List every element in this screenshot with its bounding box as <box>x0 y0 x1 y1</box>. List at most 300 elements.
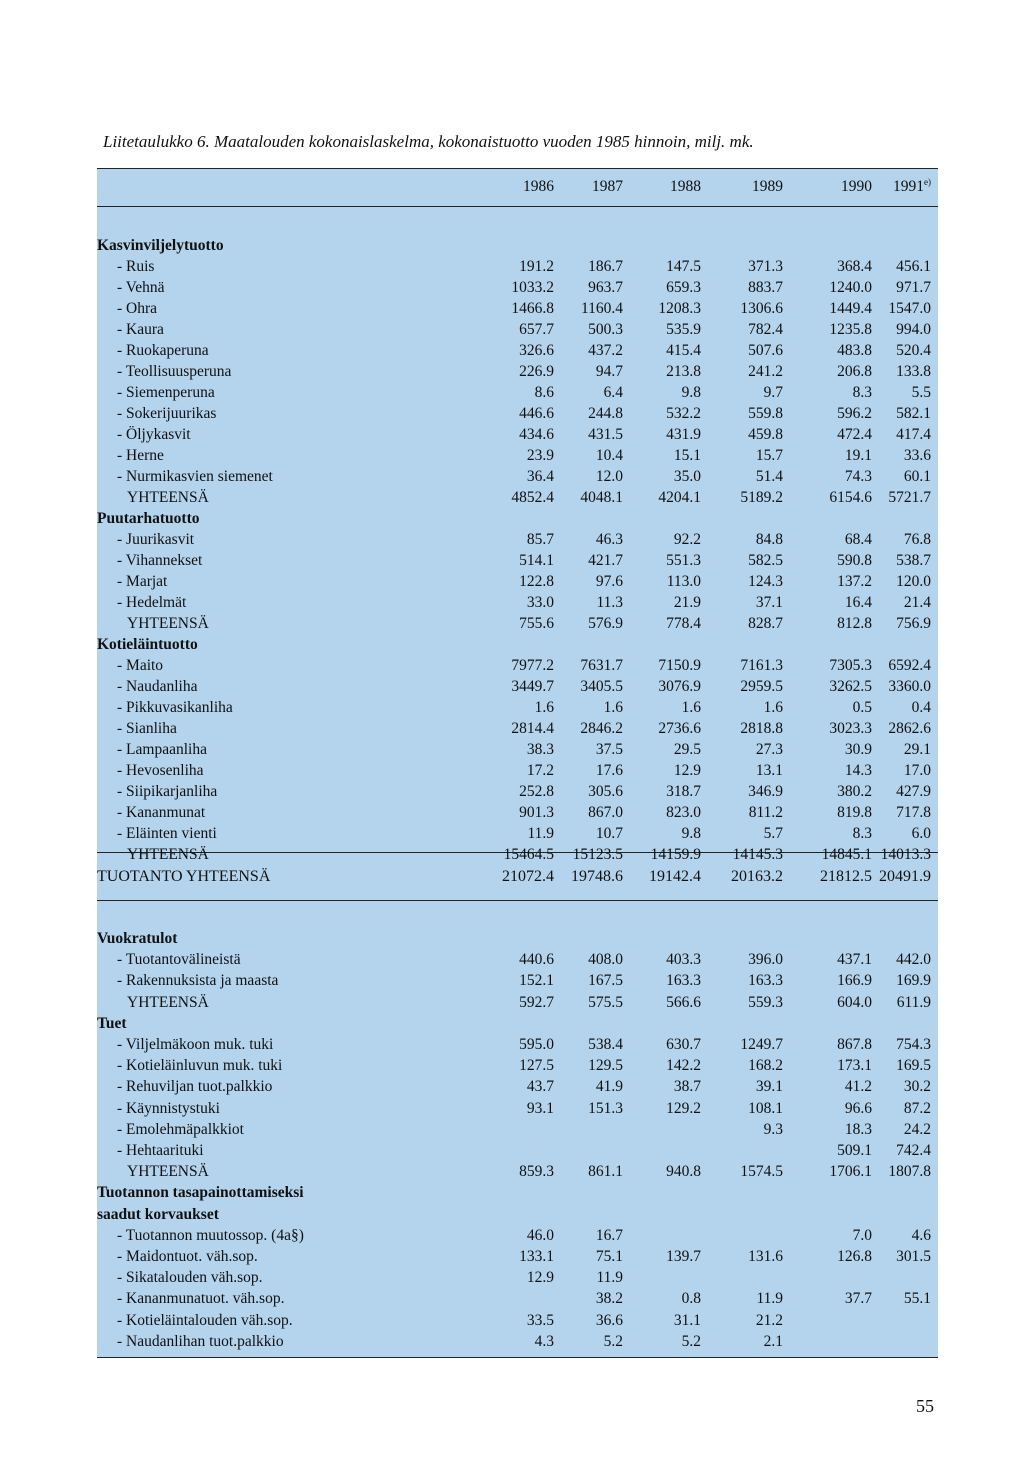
table-row <box>97 970 938 991</box>
table-cell: 55.1 <box>903 1290 931 1308</box>
table-cell: 2814.4 <box>511 720 554 737</box>
table-row <box>97 802 938 823</box>
table-cell: 755.6 <box>519 615 554 632</box>
table-cell: 166.9 <box>837 972 872 990</box>
table-cell: 37.5 <box>595 741 623 758</box>
row-label: - Öljykasvit <box>117 426 191 443</box>
table-cell: 6.0 <box>911 825 931 842</box>
table-cell: 828.7 <box>748 615 783 632</box>
row-label: - Naudanliha <box>117 678 198 695</box>
table-cell: 84.8 <box>755 531 783 548</box>
table-cell: 754.3 <box>896 1036 931 1053</box>
table-cell: 30.2 <box>903 1078 931 1096</box>
row-label: - Hehtaarituki <box>117 1142 204 1159</box>
table-cell: 11.3 <box>596 594 623 611</box>
table-cell: 29.5 <box>673 741 701 758</box>
section-heading-row <box>97 1204 938 1225</box>
table-cell: 129.2 <box>666 1099 701 1117</box>
table-cell: 14159.9 <box>650 846 701 863</box>
table-cell: 12.0 <box>595 468 623 485</box>
rule-header <box>97 206 938 207</box>
table-cell: 46.3 <box>595 531 623 548</box>
table-cell: 611.9 <box>896 993 931 1011</box>
table-row <box>97 529 938 550</box>
row-label: - Siipikarjanliha <box>117 783 218 800</box>
table-cell: 12.9 <box>673 762 701 779</box>
table-caption: Liitetaulukko 6. Maatalouden kokonaislaskelma, kokonaistuotto vuoden 1985 hinnoin, milj. mk. <box>103 132 754 151</box>
year-header: 1987 <box>592 178 623 195</box>
row-label: - Sikatalouden väh.sop. <box>117 1269 263 1287</box>
table-cell: 4852.4 <box>511 489 554 506</box>
row-label: - Tuotannon muutossop. (4a§) <box>117 1226 304 1244</box>
table-cell: 592.7 <box>519 993 554 1011</box>
table-cell: 1807.8 <box>888 1163 931 1181</box>
table-cell: 1449.4 <box>829 300 872 317</box>
table-cell: 60.1 <box>903 468 931 485</box>
table-cell: 812.8 <box>837 615 872 632</box>
table-cell: 403.3 <box>666 951 701 969</box>
table-cell: 596.2 <box>837 405 872 422</box>
table-row <box>97 1246 938 1267</box>
table-cell: 859.3 <box>519 1163 554 1181</box>
year-header: 1988 <box>670 178 701 195</box>
table-cell: 437.1 <box>837 951 872 969</box>
page-number: 55 <box>916 1396 934 1416</box>
table-cell: 1306.6 <box>740 300 783 317</box>
table-cell: 5189.2 <box>740 489 783 506</box>
table-cell: 191.2 <box>519 258 554 275</box>
table-cell: 3449.7 <box>511 678 554 695</box>
table-cell: 12.9 <box>526 1269 554 1287</box>
table-cell: 51.4 <box>755 468 783 485</box>
table-cell: 96.6 <box>844 1099 872 1117</box>
table-cell: 147.5 <box>666 258 701 275</box>
table-cell: 152.1 <box>519 972 554 990</box>
row-label: YHTEENSÄ <box>127 846 209 863</box>
table-cell: 33.6 <box>903 447 931 464</box>
row-label: - Lampaanliha <box>117 741 207 758</box>
row-label: - Nurmikasvien siemenet <box>117 468 273 485</box>
row-label: - Sokerijuurikas <box>117 405 217 422</box>
section-heading-row <box>97 1182 938 1203</box>
table-cell: 456.1 <box>896 258 931 275</box>
row-label: - Ruokaperuna <box>117 342 209 359</box>
table-cell: 551.3 <box>666 552 701 569</box>
table-cell: 520.4 <box>896 342 931 359</box>
table-cell: 472.4 <box>837 426 872 443</box>
table-cell: 37.7 <box>844 1290 872 1308</box>
table-cell: 16.4 <box>844 594 872 611</box>
table-cell: 5.7 <box>763 825 783 842</box>
table-row <box>97 1034 938 1055</box>
table-cell: 163.3 <box>748 972 783 990</box>
section-heading-row <box>97 235 938 256</box>
table-cell: 1547.0 <box>888 300 931 317</box>
table-cell: 326.6 <box>519 342 554 359</box>
table-cell: 3023.3 <box>829 720 872 737</box>
table-cell: 94.7 <box>595 363 623 380</box>
table-cell: 226.9 <box>519 363 554 380</box>
table-cell: 559.8 <box>748 405 783 422</box>
table-cell: 21.9 <box>673 594 701 611</box>
table-cell: 108.1 <box>748 1099 783 1117</box>
table-cell: 2.1 <box>763 1332 783 1350</box>
table-cell: 582.5 <box>748 552 783 569</box>
table-cell: 1.6 <box>681 699 701 716</box>
table-cell: 11.9 <box>527 825 554 842</box>
table-cell: 500.3 <box>588 321 623 338</box>
table-cell: 87.2 <box>903 1099 931 1117</box>
row-label: - Rakennuksista ja maasta <box>117 972 279 990</box>
table-cell: 434.6 <box>519 426 554 443</box>
table-cell: 3262.5 <box>829 678 872 695</box>
table-row <box>97 424 938 445</box>
row-label: - Kananmunatuot. väh.sop. <box>117 1290 285 1308</box>
table-cell: 442.0 <box>896 951 931 969</box>
table-cell: 241.2 <box>748 363 783 380</box>
table-cell: 514.1 <box>519 552 554 569</box>
table-row <box>97 823 938 844</box>
table-cell: 97.6 <box>595 573 623 590</box>
table-cell: 575.5 <box>588 993 623 1011</box>
section-heading-row <box>97 634 938 655</box>
table-row <box>97 592 938 613</box>
year-header: 1990 <box>841 178 872 195</box>
table-cell: 6154.6 <box>829 489 872 506</box>
row-label: YHTEENSÄ <box>127 615 209 632</box>
table-cell: 15.1 <box>673 447 701 464</box>
table-cell: 4048.1 <box>580 489 623 506</box>
table-cell: 459.8 <box>748 426 783 443</box>
row-label: - Ruis <box>117 258 155 275</box>
table-cell: 30.9 <box>844 741 872 758</box>
grand-total-label: TUOTANTO YHTEENSÄ <box>97 868 271 885</box>
table-cell: 169.9 <box>896 972 931 990</box>
table-cell: 1208.3 <box>658 300 701 317</box>
row-label: - Kotieläintalouden väh.sop. <box>117 1311 293 1329</box>
table-cell: 582.1 <box>896 405 931 422</box>
rule-grand-bottom <box>97 900 938 901</box>
table-cell: 509.1 <box>837 1142 872 1159</box>
row-label: - Juurikasvit <box>117 531 195 548</box>
row-label: - Vehnä <box>117 279 165 296</box>
table-cell: 2736.6 <box>658 720 701 737</box>
section-heading: Tuotannon tasapainottamiseksi <box>97 1184 304 1202</box>
row-label: - Herne <box>117 447 164 464</box>
table-cell: 437.2 <box>588 342 623 359</box>
year-header: 1989 <box>752 178 783 195</box>
table-cell: 33.0 <box>526 594 554 611</box>
table-cell: 3405.5 <box>580 678 623 695</box>
table-cell: 163.3 <box>666 972 701 990</box>
rule-bottom <box>97 1357 938 1358</box>
table-cell: 408.0 <box>588 951 623 969</box>
table-cell: 120.0 <box>896 573 931 590</box>
table-cell: 7977.2 <box>511 657 554 674</box>
table-cell: 76.8 <box>903 531 931 548</box>
table-cell: 778.4 <box>666 615 701 632</box>
table-cell: 74.3 <box>844 468 872 485</box>
row-label: - Tuotantovälineistä <box>117 951 241 969</box>
table-cell: 16.7 <box>595 1226 623 1244</box>
table-cell: 1.6 <box>603 699 623 716</box>
table-cell: 36.4 <box>526 468 554 485</box>
table-cell: 7150.9 <box>658 657 701 674</box>
table-cell: 24.2 <box>903 1120 931 1138</box>
table-cell: 483.8 <box>837 342 872 359</box>
table-cell: 782.4 <box>748 321 783 338</box>
table-cell: 1249.7 <box>740 1036 783 1053</box>
table-cell: 68.4 <box>844 531 872 548</box>
year-header-estimate <box>841 176 931 198</box>
table-row <box>97 949 938 970</box>
grand-total-value: 19142.4 <box>649 868 701 885</box>
table-cell: 823.0 <box>666 804 701 821</box>
table-cell: 861.1 <box>588 1163 623 1181</box>
row-label: - Ohra <box>117 300 158 317</box>
subtotal-row <box>97 992 938 1013</box>
table-cell: 9.7 <box>763 384 783 401</box>
table-cell: 819.8 <box>837 804 872 821</box>
table-cell: 1706.1 <box>829 1163 872 1181</box>
table-cell: 883.7 <box>748 279 783 296</box>
table-cell: 2846.2 <box>580 720 623 737</box>
table-cell: 305.6 <box>588 783 623 800</box>
table-cell: 371.3 <box>748 258 783 275</box>
subtotal-row <box>97 1161 938 1182</box>
table-cell: 38.3 <box>526 741 554 758</box>
table-header <box>97 176 938 198</box>
table-cell: 5.2 <box>681 1332 701 1350</box>
table-cell: 129.5 <box>588 1057 623 1075</box>
table-cell: 940.8 <box>666 1163 701 1181</box>
row-label: - Vihannekset <box>117 552 203 569</box>
table-cell: 122.8 <box>519 573 554 590</box>
table-cell: 994.0 <box>896 321 931 338</box>
table-cell: 811.2 <box>748 804 783 821</box>
table-row <box>97 340 938 361</box>
table-cell: 901.3 <box>519 804 554 821</box>
table-cell: 169.5 <box>896 1057 931 1075</box>
table-row <box>97 571 938 592</box>
table-cell: 2959.5 <box>740 678 783 695</box>
table-cell: 8.6 <box>534 384 554 401</box>
table-cell: 532.2 <box>666 405 701 422</box>
table-row <box>97 1140 938 1161</box>
table-cell: 39.1 <box>755 1078 783 1096</box>
section-heading: Kasvinviljelytuotto <box>97 237 224 254</box>
table-cell: 507.6 <box>748 342 783 359</box>
table-cell: 1.6 <box>763 699 783 716</box>
section-heading-row <box>97 508 938 529</box>
grand-total-row <box>97 866 938 887</box>
row-label: YHTEENSÄ <box>127 1163 209 1181</box>
table-cell: 1574.5 <box>740 1163 783 1181</box>
section-heading: Vuokratulot <box>97 930 178 947</box>
table-cell: 10.4 <box>595 447 623 464</box>
table-cell: 18.3 <box>844 1120 872 1138</box>
table-cell: 213.8 <box>666 363 701 380</box>
table-cell: 417.4 <box>896 426 931 443</box>
table-cell: 657.7 <box>519 321 554 338</box>
table-cell: 971.7 <box>896 279 931 296</box>
row-label: - Kananmunat <box>117 804 206 821</box>
table-cell: 742.4 <box>896 1142 931 1159</box>
table-cell: 2818.8 <box>740 720 783 737</box>
grand-total-value: 21072.4 <box>502 868 554 885</box>
table-cell: 35.0 <box>673 468 701 485</box>
table-cell: 590.8 <box>837 552 872 569</box>
table-row <box>97 676 938 697</box>
year-header-value: 1991 <box>893 178 924 195</box>
table-cell: 15123.5 <box>572 846 623 863</box>
table-cell: 7.0 <box>852 1226 872 1244</box>
table-cell: 93.1 <box>526 1099 554 1117</box>
table-cell: 630.7 <box>666 1036 701 1053</box>
row-label: - Hevosenliha <box>117 762 204 779</box>
table-row <box>97 319 938 340</box>
table-cell: 7161.3 <box>740 657 783 674</box>
table-cell: 244.8 <box>588 405 623 422</box>
table-row <box>97 298 938 319</box>
table-cell: 431.5 <box>588 426 623 443</box>
table-cell: 595.0 <box>519 1036 554 1053</box>
row-label: - Kaura <box>117 321 164 338</box>
row-label: - Maidontuot. väh.sop. <box>117 1248 258 1265</box>
table-row <box>97 1225 938 1246</box>
table-row <box>97 277 938 298</box>
rule-top <box>97 168 938 169</box>
table-cell: 604.0 <box>837 993 872 1011</box>
table-cell: 535.9 <box>666 321 701 338</box>
table-row <box>97 739 938 760</box>
table-cell: 113.0 <box>666 573 701 590</box>
table-cell: 8.3 <box>852 384 872 401</box>
table-cell: 41.9 <box>595 1078 623 1096</box>
table-cell: 14.3 <box>844 762 872 779</box>
table-cell: 23.9 <box>526 447 554 464</box>
subtotal-row <box>97 487 938 508</box>
table-cell: 9.8 <box>681 825 701 842</box>
table-cell: 131.6 <box>748 1248 783 1265</box>
table-row <box>97 655 938 676</box>
table-cell: 14845.1 <box>821 846 872 863</box>
table-cell: 576.9 <box>588 615 623 632</box>
table-row <box>97 382 938 403</box>
table-row <box>97 760 938 781</box>
table-cell: 566.6 <box>666 993 701 1011</box>
table-cell: 0.8 <box>681 1290 701 1308</box>
table-cell: 538.7 <box>896 552 931 569</box>
table-cell: 9.8 <box>681 384 701 401</box>
table-cell: 17.6 <box>595 762 623 779</box>
table-cell: 717.8 <box>896 804 931 821</box>
table-cell: 1033.2 <box>511 279 554 296</box>
row-label: - Käynnistystuki <box>117 1099 220 1117</box>
table-cell: 142.2 <box>666 1057 701 1075</box>
table-cell: 867.8 <box>837 1036 872 1053</box>
table-cell: 1160.4 <box>580 300 623 317</box>
table-cell: 963.7 <box>588 279 623 296</box>
grand-total-value: 20491.9 <box>879 868 931 885</box>
table-cell: 15.7 <box>755 447 783 464</box>
table-row <box>97 445 938 466</box>
row-label: - Rehuviljan tuot.palkkio <box>117 1078 273 1096</box>
table-cell: 139.7 <box>666 1248 701 1265</box>
table-cell: 186.7 <box>588 258 623 275</box>
table-cell: 21.2 <box>755 1311 783 1329</box>
table-cell: 380.2 <box>837 783 872 800</box>
table-cell: 301.5 <box>896 1248 931 1265</box>
table-cell: 3076.9 <box>658 678 701 695</box>
table-cell: 173.1 <box>837 1057 872 1075</box>
table-cell: 5721.7 <box>888 489 931 506</box>
table-cell: 11.9 <box>756 1290 783 1308</box>
table-cell: 33.5 <box>526 1311 554 1329</box>
table-row <box>97 361 938 382</box>
table-row <box>97 781 938 802</box>
table-cell: 4.6 <box>911 1226 931 1244</box>
table-cell: 1240.0 <box>829 279 872 296</box>
table-row <box>97 466 938 487</box>
table-cell: 5.2 <box>603 1332 623 1350</box>
grand-total-value: 19748.6 <box>571 868 623 885</box>
table-cell: 27.3 <box>755 741 783 758</box>
table-cell: 133.1 <box>519 1248 554 1265</box>
row-label: - Hedelmät <box>117 594 187 611</box>
grand-total-value: 20163.2 <box>731 868 783 885</box>
table-cell: 431.9 <box>666 426 701 443</box>
table-cell: 10.7 <box>595 825 623 842</box>
table-cell: 206.8 <box>837 363 872 380</box>
table-row <box>97 1267 938 1288</box>
table-cell: 21.4 <box>903 594 931 611</box>
grand-total-value: 21812.5 <box>820 868 872 885</box>
table-cell: 31.1 <box>673 1311 701 1329</box>
table-row <box>97 1055 938 1076</box>
table-cell: 538.4 <box>588 1036 623 1053</box>
table-row <box>97 256 938 277</box>
table-cell: 133.8 <box>896 363 931 380</box>
section-heading: saadut korvaukset <box>97 1205 219 1223</box>
table-cell: 1235.8 <box>829 321 872 338</box>
row-label: - Maito <box>117 657 164 674</box>
table-cell: 7631.7 <box>580 657 623 674</box>
table-cell: 38.2 <box>595 1290 623 1308</box>
table-row <box>97 1119 938 1140</box>
table-cell: 396.0 <box>748 951 783 969</box>
table-cell: 440.6 <box>519 951 554 969</box>
table-cell: 2862.6 <box>888 720 931 737</box>
row-label: - Sianliha <box>117 720 177 737</box>
table-row <box>97 1288 938 1309</box>
row-label: - Eläinten vienti <box>117 825 217 842</box>
table-cell: 43.7 <box>526 1078 554 1096</box>
table-row <box>97 1076 938 1097</box>
table-cell: 0.4 <box>911 699 931 716</box>
table-cell: 318.7 <box>666 783 701 800</box>
table-cell: 446.6 <box>519 405 554 422</box>
table-cell: 427.9 <box>896 783 931 800</box>
row-label: - Kotieläinluvun muk. tuki <box>117 1057 283 1075</box>
year-header: 1986 <box>523 178 554 195</box>
table-cell: 6592.4 <box>888 657 931 674</box>
table-cell: 17.0 <box>903 762 931 779</box>
table-cell: 15464.5 <box>503 846 554 863</box>
row-label: - Siemenperuna <box>117 384 215 401</box>
row-label: - Marjat <box>117 573 168 590</box>
table-cell: 13.1 <box>755 762 783 779</box>
